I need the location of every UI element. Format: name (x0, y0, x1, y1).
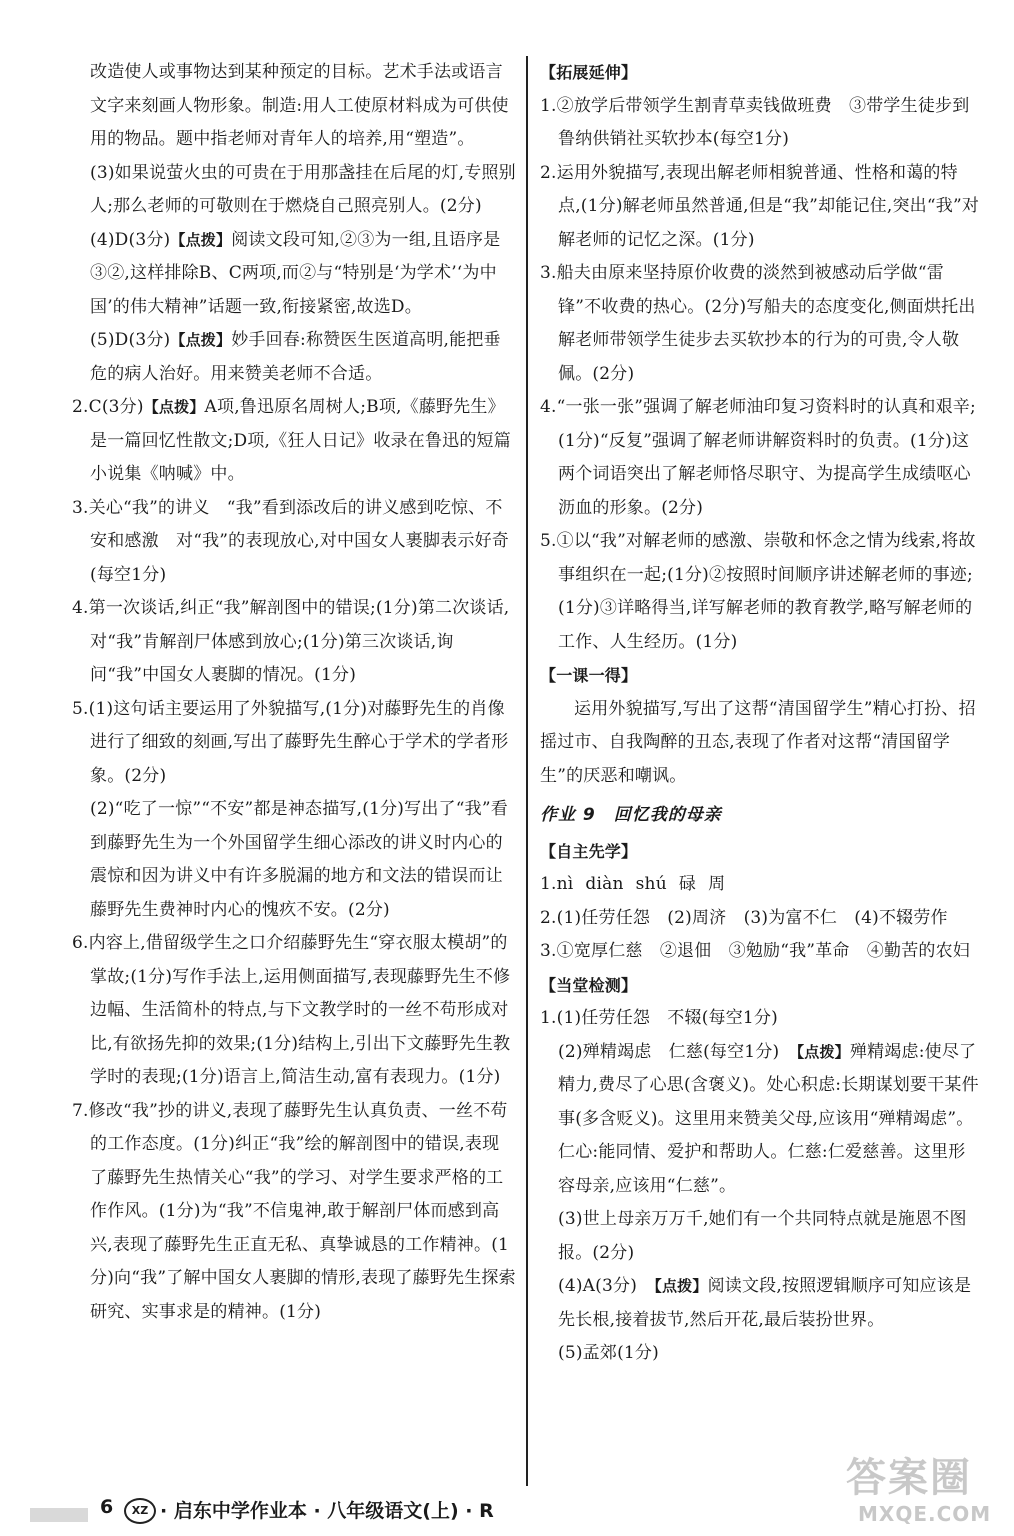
answer-item: 3.船夫由原来坚持原价收费的淡然到被感动后学做“雷锋”不收费的热心。(2分)写船夫的态度变化,侧面烘托出解老师带领学生徒步去买软抄本的行为的可贵,令人敬佩。(2分) (540, 263, 976, 384)
homework-number: 作业 9 (540, 805, 596, 825)
answer-item: 1.(1)任劳任怨 不辍(每空1分) (540, 1008, 778, 1028)
answer-text: (3)世上母亲万万千,她们有一个共同特点就是施恩不图报。(2分) (558, 1209, 967, 1263)
hint-label: 【点拨】 (796, 1042, 850, 1061)
answer-item: 7.修改“我”抄的讲义,表现了藤野先生认真负责、一丝不苟的工作态度。(1分)纠正“我”绘的解剖图中的错误,表现了藤野先生热情关心“我”的学习、对学生要求严格的工作作风。(1分)为“我”不信鬼神,敢于解剖尸体而感到高兴,表现了藤野先生正直无私、真挚诚恳的工作精神。(1分)向“我”了解中国女人裹脚的情形,表现了藤野先生探索研究、实事求是的精神。(1分) (72, 1100, 516, 1322)
answer-text: (3)如果说萤火虫的可贵在于用那盏挂在后尾的灯,专照别人;那么老师的可敬则在于燃烧自己照亮别人。(2分) (90, 162, 516, 216)
page-number: 6 (100, 1496, 114, 1518)
answer-item: 4.“一张一张”强调了解老师油印复习资料时的认真和艰辛;(1分)“反复”强调了解老师讲解资料时的负责。(1分)这两个词语突出了解老师恪尽职守、为提高学生成绩呕心沥血的形象。(2分) (540, 397, 976, 518)
answer-item: 5.①以“我”对解老师的感激、崇敬和怀念之情为线索,将故事组织在一起;(1分)②按照时间顺序讲述解老师的事迹;(1分)③详略得当,详写解老师的教育教学,略写解老师的工作、人生经历。(1分) (540, 531, 976, 652)
homework-heading (540, 799, 980, 833)
answer-text: (4)D(3分)【点拨】阅读文段可知,②③为一组,且语序是③②,这样排除B、C两项,而②与“特别是‘为学术’‘为中国’的伟大精神”话题一致,衔接紧密,故选D。 (90, 229, 501, 317)
watermark-logo-text: 答案圈 (846, 1455, 972, 1501)
answer-item: 5.(1)这句话主要运用了外貌描写,(1分)对藤野先生的肖像进行了细致的刻画,写出了藤野先生醉心于学术的学者形象。(2分) (72, 698, 509, 786)
section-heading: 【拓展延伸】 (540, 63, 638, 82)
hint-label: 【点拨】 (143, 398, 205, 416)
answer-text: 运用外貌描写,写出了这帮“清国留学生”精心打扮、招摇过市、自我陶醉的丑态,表现了作者对这帮“清国留学生”的厌恶和嘲讽。 (540, 698, 976, 786)
left-column (72, 56, 516, 1329)
answer-item: 2.(1)任劳任怨 (2)周济 (3)为富不仁 (4)不辍劳作 (540, 907, 948, 928)
answer-item: 4.第一次谈话,纠正“我”解剖图中的错误;(1分)第二次谈话,对“我”肯解剖尸体感到放心;(1分)第三次谈话,询问“我”中国女人裹脚的情况。(1分) (72, 598, 510, 685)
section-heading: 【当堂检测】 (540, 975, 638, 995)
answer-item: 3.①宽厚仁慈 ②退佃 ③勉励“我”革命 ④勤苦的农妇 (540, 941, 971, 961)
watermark (838, 1446, 998, 1532)
watermark-url: MXQE.COM (858, 1502, 992, 1526)
hint-label: 【点拨】 (654, 1277, 708, 1295)
answer-item: 2.C(3分)【点拨】A项,鲁迅原名周树人;B项,《藤野先生》是一篇回忆性散文;D项,《狂人日记》收录在鲁迅的短篇小说集《呐喊》中。 (72, 397, 511, 484)
answer-text: (4)A(3分) 【点拨】阅读文段,按照逻辑顺序可知应该是先长根,接着拔节,然后开花,最后装扮世界。 (558, 1276, 972, 1330)
answer-text: (2)殚精竭虑 仁慈(每空1分) 【点拨】殚精竭虑:使尽了精力,费尽了心思(含褒义)。处心积虑:长期谋划要干某件事(多含贬义)。这里用来赞美父母,应该用“殚精竭虑”。仁心:能同情、爱护和帮助人。仁慈:仁爱慈善。这里形容母亲,应该用“仁慈”。 (558, 1041, 979, 1196)
publisher-logo-icon: XZ (124, 1498, 156, 1524)
answer-item: 2.运用外貌描写,表现出解老师相貌普通、性格和蔼的特点,(1分)解老师虽然普通,但是“我”却能记住,突出“我”对解老师的记忆之深。(1分) (540, 162, 980, 250)
section-heading: 【自主先学】 (540, 841, 638, 861)
section-heading: 【一课一得】 (540, 666, 638, 685)
answer-item: 6.内容上,借留级学生之口介绍藤野先生“穿衣服太模胡”的掌故;(1分)写作手法上,运用侧面描写,表现藤野先生不修边幅、生活简朴的特点,与下文教学时的一丝不苟形成对比,有欲扬先抑的效果;(1分)结构上,引出下文藤野先生教学时的表现;(1分)语言上,简洁生动,富有表现力。(1分) (72, 933, 511, 1087)
right-column (540, 56, 980, 1371)
answer-text: 改造使人或事物达到某种预定的目标。艺术手法或语言文字来刻画人物形象。制造:用人工使原材料成为可供使用的物品。题中指老师对青年人的培养,用“塑造”。 (90, 62, 509, 149)
answer-text: (2)“吃了一惊”“不安”都是神态描写,(1分)写出了“我”看到藤野先生为一个外国留学生细心添改的讲义时内心的震惊和因为讲义中有许多脱漏的地方和文法的错误而让藤野先生费神时内心的愧疚不安。(2分) (90, 799, 508, 920)
answer-item: 1.②放学后带领学生割青草卖钱做班费 ③带学生徒步到鲁纳供销社买软抄本(每空1分) (540, 95, 970, 149)
footer-bar (30, 1508, 88, 1522)
column-divider (526, 56, 528, 1486)
homework-title: 回忆我的母亲 (613, 805, 722, 825)
answer-item: 3.关心“我”的讲义 “我”看到添改后的讲义感到吃惊、不安和感激 对“我”的表现放心,对中国女人裹脚表示好奇(每空1分) (72, 497, 509, 585)
book-title: · 启东中学作业本 · 八年级语文(上) · R (160, 1500, 494, 1522)
answer-text: (5)D(3分)【点拨】妙手回春:称赞医生医道高明,能把垂危的病人治好。用来赞美老师不合适。 (90, 330, 501, 384)
hint-label: 【点拨】 (170, 230, 232, 249)
answer-text: (5)孟郊(1分) (558, 1343, 659, 1363)
answer-item: 1.nì diàn shú 碌 周 (540, 874, 726, 894)
hint-label: 【点拨】 (170, 331, 232, 349)
